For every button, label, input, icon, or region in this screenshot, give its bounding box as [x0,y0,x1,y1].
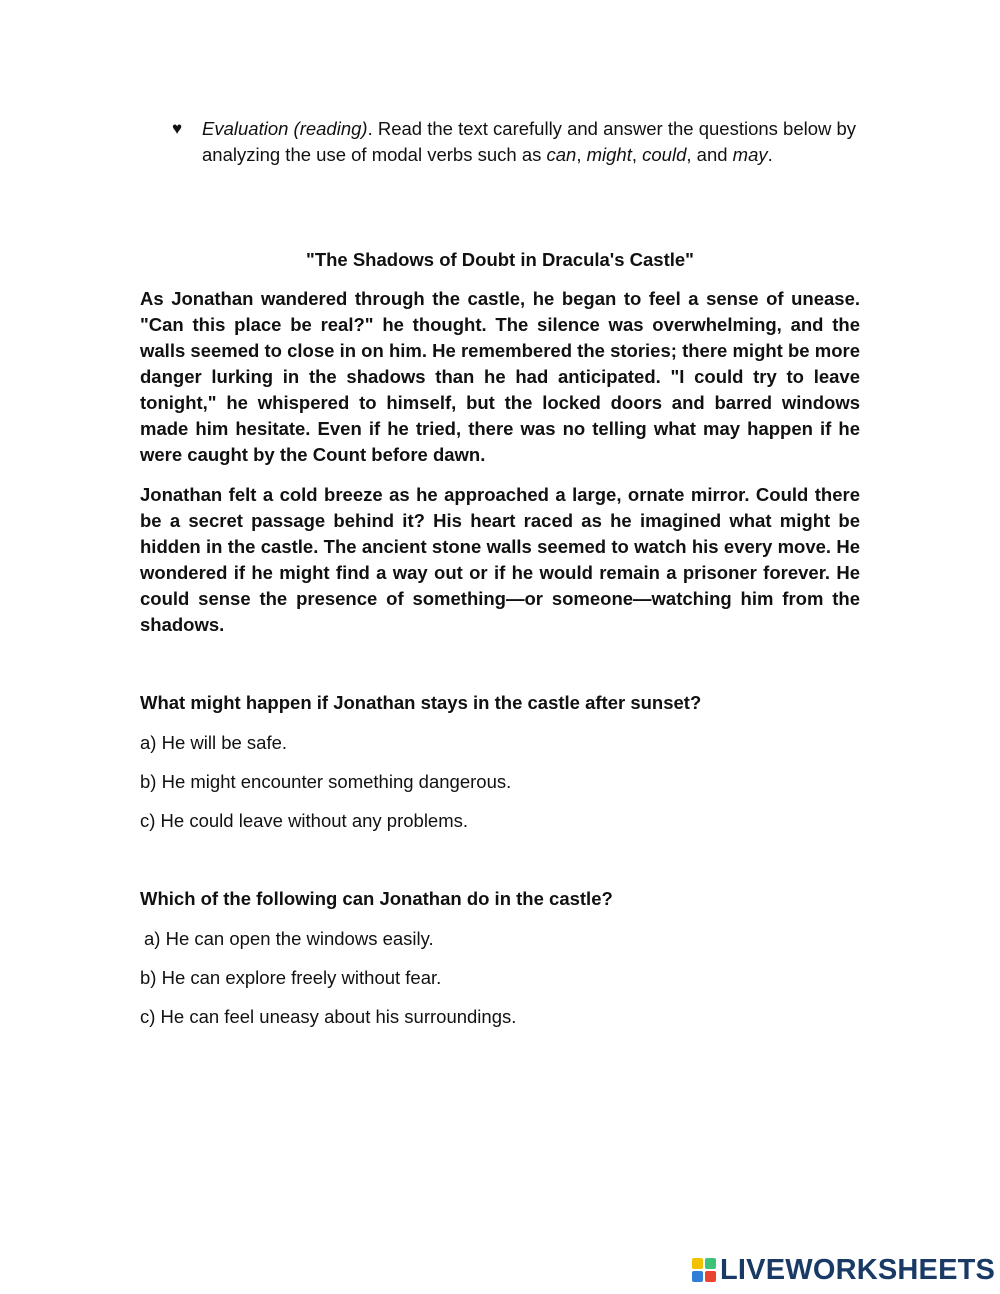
story-paragraph-2: Jonathan felt a cold breeze as he approached a large, ornate mirror. Could there be a secret passage behind it? His heart raced as he imagined what might be hidden in the castle. The ancient stone walls seemed to watch his every move. He wondered if he might find a way out or if he would remain a prisoner forever. He could sense the presence of something—or someone—watching him from the shadows. [140,484,860,635]
modal-can: can [546,144,577,165]
question-1: What might happen if Jonathan stays in the castle after sunset? [140,692,702,713]
instruction-text [202,116,862,168]
instruction-block [172,116,862,168]
story-paragraph-1: As Jonathan wandered through the castle, he began to feel a sense of unease. "Can this place be real?" he thought. The silence was overwhelming, and the walls seemed to close in on him. He remembered the stories; there might be more danger lurking in the shadows than he had anticipated. "I could try to leave tonight," he whispered to himself, but the locked doors and barred windows made him hesitate. Even if he tried, there was no telling what may happen if he were caught by the Count before dawn. [140,288,860,465]
separator: , [631,144,643,165]
question-2-option-b[interactable]: b) He can explore freely without fear. [140,967,442,988]
question-2: Which of the following can Jonathan do in the castle? [140,888,613,909]
liveworksheets-logo [692,1253,995,1287]
logo-square-icon [692,1258,703,1269]
modal-could: could [642,144,687,165]
logo-mark-icon [692,1258,716,1282]
instruction-label: Evaluation (reading) [202,118,368,139]
question-1-option-b[interactable]: b) He might encounter something dangerous. [140,771,512,792]
question-2-option-a[interactable]: a) He can open the windows easily. [144,928,434,949]
question-2-option-c[interactable]: c) He can feel uneasy about his surroundings. [140,1006,517,1027]
story-title: "The Shadows of Doubt in Dracula's Castle" [306,249,694,270]
modal-may: may [732,144,768,165]
logo-square-icon [705,1258,716,1269]
logo-square-icon [692,1271,703,1282]
instruction-end: . [767,144,773,165]
instruction-body: . Read the text carefully and answer the questions below by analyzing the use of modal verbs such as [202,118,857,165]
question-1-option-c[interactable]: c) He could leave without any problems. [140,810,469,831]
logo-text: LIVEWORKSHEETS [720,1254,996,1286]
modal-might: might [586,144,632,165]
question-1-option-a[interactable]: a) He will be safe. [140,732,288,753]
separator: , and [686,144,733,165]
heart-bullet-icon: ♥ [172,119,183,138]
logo-square-icon [705,1271,716,1282]
separator: , [576,144,587,165]
